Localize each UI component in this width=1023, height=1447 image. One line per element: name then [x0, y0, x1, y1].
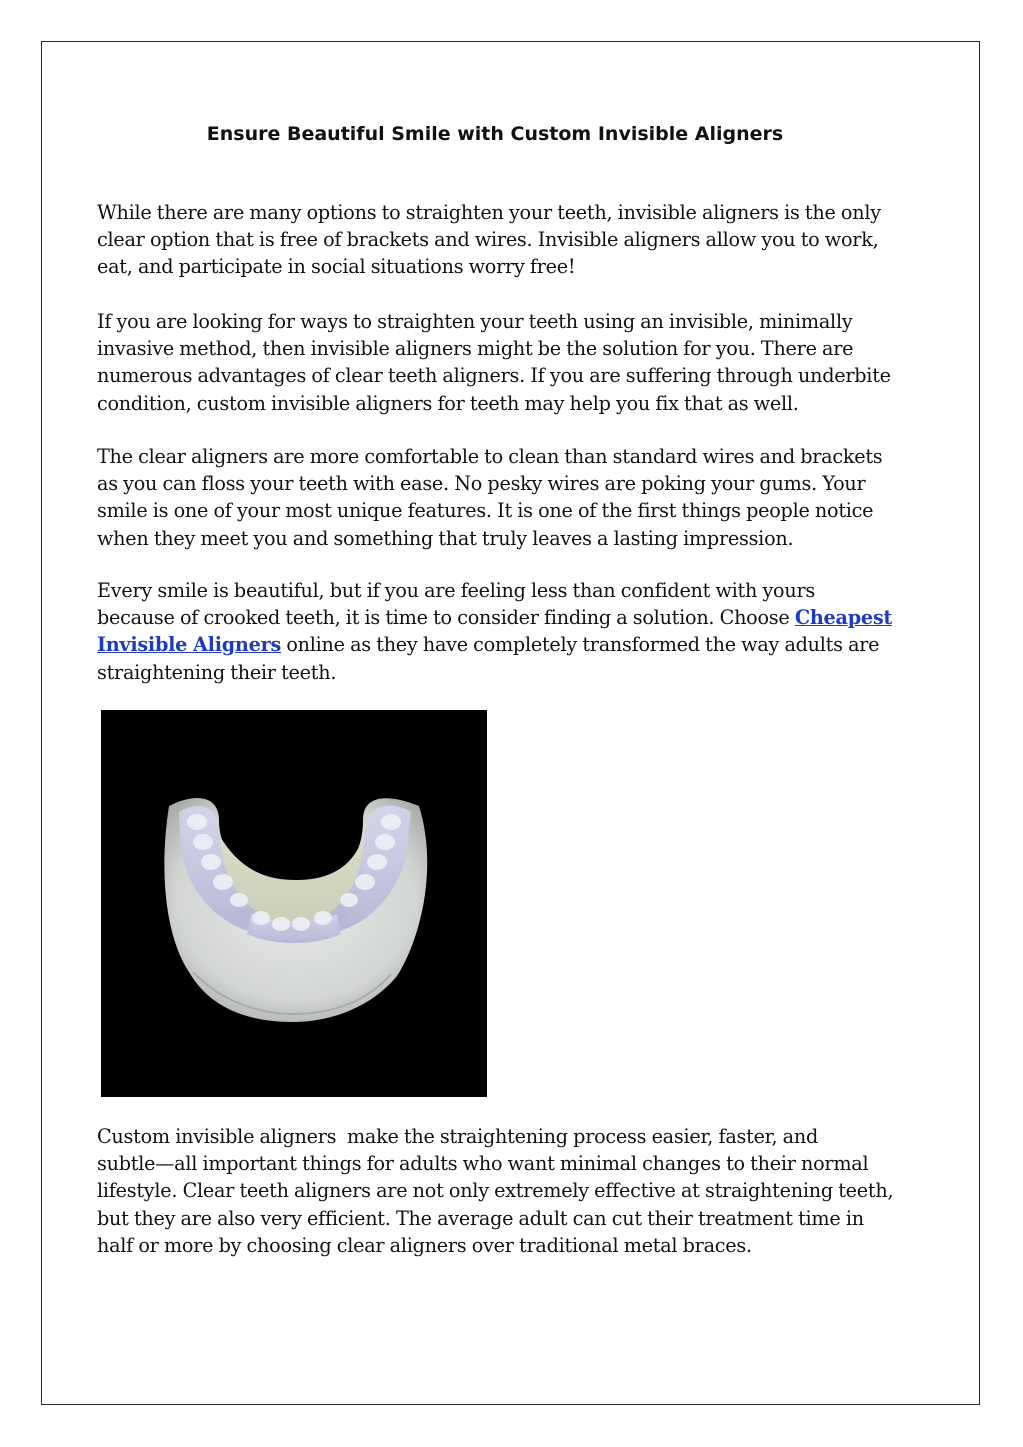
paragraph-text: because of crooked teeth, it is time to consider finding a solution. Choose	[97, 606, 795, 630]
paragraph-line: The clear aligners are more comfortable to clean than standard wires and brackets	[97, 445, 883, 468]
aligner-illustration	[101, 710, 487, 1097]
paragraph-line: Every smile is beautiful, but if you are feeling less than confident with yours	[97, 579, 815, 602]
paragraph-line: half or more by choosing clear aligners over traditional metal braces.	[97, 1233, 752, 1257]
paragraph-line: eat, and participate in social situations worry free!	[97, 255, 576, 279]
paragraph-line: If you are looking for ways to straighten your teeth using an invisible, minimally	[97, 310, 853, 333]
paragraph-line: straightening their teeth.	[97, 660, 337, 684]
paragraph-line: numerous advantages of clear teeth aligners. If you are suffering through underbite	[97, 364, 891, 388]
paragraph-line: condition, custom invisible aligners for teeth may help you fix that as well.	[97, 391, 799, 415]
paragraph-line: subtle—all important things for adults who want minimal changes to their normal	[97, 1152, 869, 1176]
paragraph-line: clear option that is free of brackets and wires. Invisible aligners allow you to work,	[97, 228, 879, 252]
paragraph-line: Custom invisible aligners make the straightening process easier, faster, and	[97, 1125, 819, 1148]
aligner-photo	[101, 710, 487, 1097]
paragraph-line: While there are many options to straighten your teeth, invisible aligners is the only	[97, 201, 881, 224]
paragraph-line: but they are also very efficient. The average adult can cut their treatment time in	[97, 1206, 864, 1230]
cheapest-invisible-aligners-link[interactable]: Cheapest	[794, 606, 892, 630]
document-title: Ensure Beautiful Smile with Custom Invisible Aligners	[206, 123, 784, 145]
paragraph-1	[97, 199, 937, 281]
paragraph-line: invasive method, then invisible aligners might be the solution for you. There are	[97, 337, 854, 361]
paragraph-2	[97, 308, 937, 417]
paragraph-line	[97, 604, 937, 631]
paragraph-3	[97, 443, 937, 552]
paragraph-line: lifestyle. Clear teeth aligners are not only extremely effective at straightening teeth,	[97, 1179, 894, 1203]
cheapest-invisible-aligners-link-continued[interactable]: Invisible Aligners	[97, 633, 281, 657]
paragraph-line: as you can floss your teeth with ease. No pesky wires are poking your gums. Your	[97, 472, 866, 496]
paragraph-text: online as they have completely transformed the way adults are	[281, 633, 880, 657]
paragraph-line: smile is one of your most unique features. It is one of the first things people notice	[97, 499, 874, 523]
paragraph-line: when they meet you and something that truly leaves a lasting impression.	[97, 526, 794, 550]
paragraph-line	[97, 631, 937, 658]
paragraph-4	[97, 577, 937, 686]
paragraph-5	[97, 1123, 937, 1259]
